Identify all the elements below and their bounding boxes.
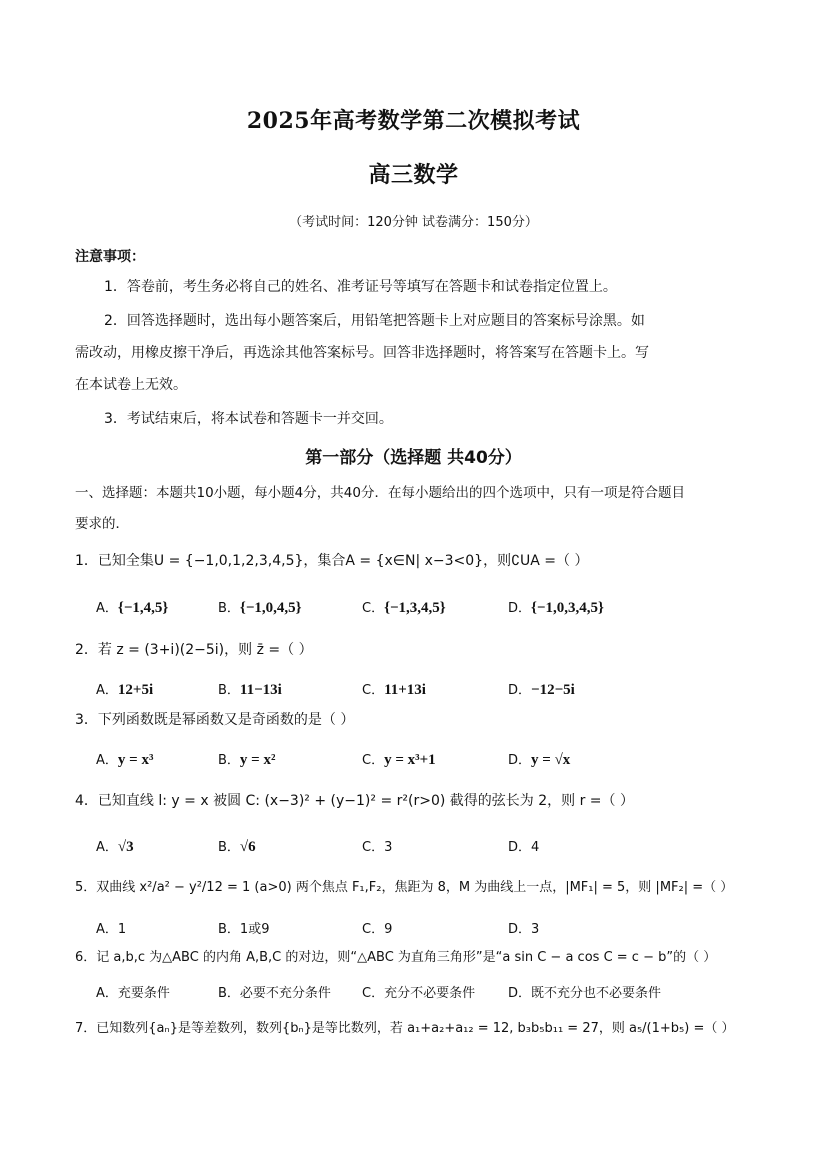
q6-option-c[interactable] xyxy=(362,982,475,1001)
option-label: C． xyxy=(362,986,385,1001)
option-label: B． xyxy=(218,753,240,768)
option-text: 充要条件 xyxy=(117,986,170,1001)
section-instruction-1: 一、选择题：本题共10小题，每小题4分，共40分．在每小题给出的四个选项中，只有一项是符合题目 xyxy=(75,485,685,501)
q5-option-c[interactable] xyxy=(362,918,392,937)
option-label: D． xyxy=(508,601,532,616)
option-label: C． xyxy=(362,840,385,855)
option-text: y = x² xyxy=(239,752,276,768)
option-text: 11+13i xyxy=(384,682,426,698)
q6-option-a[interactable] xyxy=(96,982,170,1001)
option-text: y = x³ xyxy=(117,752,154,768)
question-7-stem: 7．已知数列{aₙ}是等差数列，数列{bₙ}是等比数列，若 a₁+a₂+a₁₂ = 12, b₃b₅b₁₁ = 27，则 a₅/(1+b₅) =（ ） xyxy=(75,1021,735,1036)
option-label: A． xyxy=(96,753,118,768)
q1-option-c[interactable] xyxy=(362,597,446,617)
option-text: 必要不充分条件 xyxy=(239,986,331,1001)
option-text: 既不充分也不必要条件 xyxy=(531,986,662,1001)
note-item-2: 2．回答选择题时，选出每小题答案后，用铅笔把答题卡上对应题目的答案标号涂黑。如 xyxy=(104,313,645,329)
question-2-stem: 2．若 z = (3+i)(2−5i)，则 z̄ =（ ） xyxy=(75,642,313,658)
q5-option-b[interactable] xyxy=(218,918,269,937)
option-label: D． xyxy=(508,922,532,937)
option-text: 12+5i xyxy=(117,682,154,698)
option-text: 1或9 xyxy=(239,922,270,937)
q1-option-d[interactable] xyxy=(508,597,604,617)
option-label: C． xyxy=(362,601,385,616)
option-label: B． xyxy=(218,840,240,855)
q3-option-b[interactable] xyxy=(218,749,275,769)
q6-option-b[interactable] xyxy=(218,982,331,1001)
question-4-stem: 4．已知直线 l: y = x 被圆 C: (x−3)² + (y−1)² = r²(r>0) 截得的弦长为 2，则 r =（ ） xyxy=(75,793,634,809)
q2-option-c[interactable] xyxy=(362,679,426,699)
exam-title: 2025年高考数学第二次模拟考试 xyxy=(246,108,581,134)
section-instruction-2: 要求的． xyxy=(75,516,129,532)
q5-option-d[interactable] xyxy=(508,918,539,937)
note-item-2-cont: 需改动，用橡皮擦干净后，再选涂其他答案标号。回答非选择题时，将答案写在答题卡上。写 xyxy=(75,345,649,361)
option-label: A． xyxy=(96,986,118,1001)
note-item-3: 3．考试结束后，将本试卷和答题卡一并交回。 xyxy=(104,411,393,427)
option-text: 1 xyxy=(117,922,127,937)
option-label: D． xyxy=(508,986,532,1001)
option-text: 9 xyxy=(384,922,393,937)
option-label: B． xyxy=(218,683,240,698)
q5-option-a[interactable] xyxy=(96,918,126,937)
question-6-stem: 6．记 a,b,c 为△ABC 的内角 A,B,C 的对边，则“△ABC 为直角三角形”是“a sin C − a cos C = c − b”的（ ） xyxy=(75,950,717,965)
question-1-stem: 1．已知全集U = {−1,0,1,2,3,4,5}，集合A = {x∈N| x−3<0}，则∁UA =（ ） xyxy=(75,553,589,569)
q4-option-d[interactable] xyxy=(508,836,539,855)
option-text: y = √x xyxy=(531,752,571,768)
q4-option-c[interactable] xyxy=(362,836,392,855)
option-text: y = x³+1 xyxy=(384,752,436,768)
option-text: −12−5i xyxy=(531,682,575,698)
note-item-2-end: 在本试卷上无效。 xyxy=(75,377,187,393)
option-text: √3 xyxy=(117,839,134,855)
q3-option-c[interactable] xyxy=(362,749,436,769)
option-text: 11−13i xyxy=(239,682,282,698)
option-label: C． xyxy=(362,753,385,768)
exam-info: （考试时间：120分钟 试卷满分：150分） xyxy=(289,215,538,230)
option-text: {−1,0,4,5} xyxy=(239,600,302,616)
option-text: {−1,4,5} xyxy=(117,600,169,616)
q2-option-d[interactable] xyxy=(508,679,575,699)
notes-heading: 注意事项： xyxy=(75,249,145,265)
question-3-stem: 3．下列函数既是幂函数又是奇函数的是（ ） xyxy=(75,712,355,728)
option-label: A． xyxy=(96,683,118,698)
option-label: B． xyxy=(218,601,240,616)
q6-option-d[interactable] xyxy=(508,982,661,1001)
option-label: C． xyxy=(362,922,385,937)
q1-option-b[interactable] xyxy=(218,597,302,617)
option-text: {−1,0,3,4,5} xyxy=(531,600,604,616)
option-label: D． xyxy=(508,753,532,768)
option-text: {−1,3,4,5} xyxy=(384,600,446,616)
option-label: A． xyxy=(96,922,118,937)
q1-option-a[interactable] xyxy=(96,597,168,617)
q4-option-a[interactable] xyxy=(96,836,134,856)
option-label: A． xyxy=(96,601,118,616)
q2-option-a[interactable] xyxy=(96,679,153,699)
option-text: 3 xyxy=(531,922,540,937)
option-label: C． xyxy=(362,683,385,698)
option-label: D． xyxy=(508,840,532,855)
note-item-1: 1．答卷前，考生务必将自己的姓名、准考证号等填写在答题卡和试卷指定位置上。 xyxy=(104,279,617,295)
q4-option-b[interactable] xyxy=(218,836,256,856)
exam-subtitle: 高三数学 xyxy=(368,162,459,188)
q3-option-d[interactable] xyxy=(508,749,570,769)
section-title: 第一部分（选择题 共40分） xyxy=(305,448,522,468)
option-label: B． xyxy=(218,986,240,1001)
option-text: √6 xyxy=(239,839,256,855)
option-text: 3 xyxy=(384,840,393,855)
question-5-stem: 5．双曲线 x²/a² − y²/12 = 1 (a>0) 两个焦点 F₁,F₂，焦距为 8，M 为曲线上一点，|MF₁| = 5，则 |MF₂| =（ ） xyxy=(75,880,734,895)
option-text: 4 xyxy=(531,840,540,855)
option-label: B． xyxy=(218,922,240,937)
option-label: A． xyxy=(96,840,118,855)
option-text: 充分不必要条件 xyxy=(384,986,476,1001)
q3-option-a[interactable] xyxy=(96,749,153,769)
option-label: D． xyxy=(508,683,532,698)
q2-option-b[interactable] xyxy=(218,679,282,699)
